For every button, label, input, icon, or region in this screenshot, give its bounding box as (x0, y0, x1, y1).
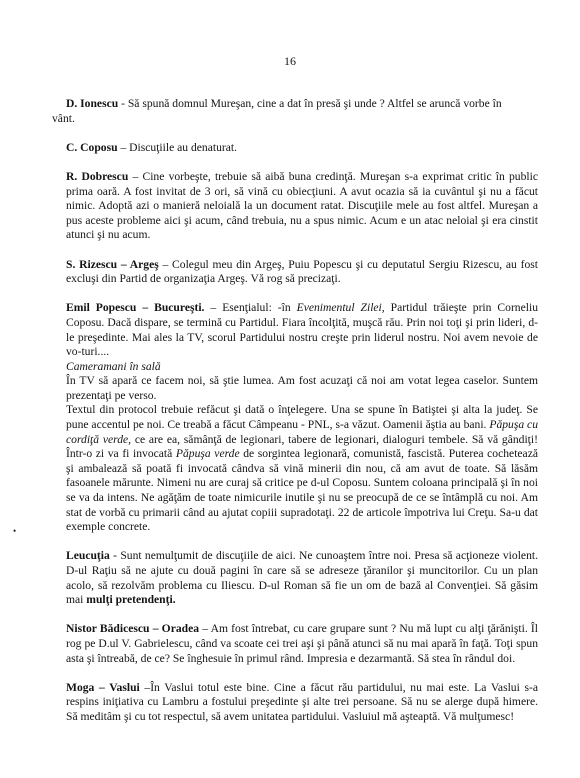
paragraph-text: - Sunt nemulţumit de discuţiile de aici. Ne cunoaştem între noi. Presa să acţioneze violent. D-ul Raţiu să ne ajute cu două pagini în care să se adreseze ţăranilor şi muncitorilor. Cu un plan acolo, să rezolvăm problema cu Iliescu. D-ul Roman să fie un om de bază al Convenţiei. Să găsim mai (66, 549, 538, 607)
paragraph-text: - Să spună domnul Mureşan, cine a dat în presă şi unde ? Altfel se aruncă vorbe în (118, 97, 502, 110)
italic-phrase: Păpuşa verde (175, 447, 240, 461)
paragraph-ionescu (52, 97, 538, 126)
speaker-name: S. Rizescu – Argeş (66, 257, 159, 271)
paragraph-rizescu (66, 258, 538, 287)
stage-direction (66, 360, 538, 375)
paragraph-leucutia (66, 549, 538, 607)
paragraph-moga (66, 681, 538, 725)
paragraph-emil-protocol (66, 403, 538, 534)
paragraph-text: – Colegul meu din Argeş, Puiu Popescu şi cu deputatul Sergiu Rizescu, au fost excluşi din Partid de organizaţia Argeş. Vă rog să precizaţi. (66, 257, 538, 286)
paragraph-dobrescu (66, 170, 538, 243)
paragraph-nistor (66, 622, 538, 666)
paragraph-text: – Esenţialul: -în (204, 301, 297, 315)
page-number: 16 (284, 54, 296, 68)
paragraph-emil-popescu (66, 301, 538, 359)
paragraph-text: ce are ea, sămânţă de legionari, tabere de legionari, dialoguri tembele. Să vă gândiţi! Într-o zi va fi invocată (66, 432, 538, 461)
speaker-name: R. Dobrescu (66, 169, 129, 183)
italic-phrase: Păpuşa cu cordiţă verde, (66, 418, 538, 446)
paragraph-text: – Am fost întrebat, cu care grupare sunt ? Nu mă lupt cu alţi ţărănişti. Îl rog pe D.ul V. Gabrielescu, când va scoate cei trei aşi şi până atunci să nu mai apară în faţă. Toţi spun asta şi întreabă, de ce? Se înghesuie în primul rând. Impresia e dezarmantă. Să stea în rândul doi. (66, 622, 539, 665)
speaker-name: C. Coposu (66, 140, 118, 154)
document-body (52, 97, 539, 739)
section-emil-popescu (66, 301, 538, 535)
paragraph-text: Partidul trăieşte prin Corneliu Coposu. Dacă dispare, se termină cu Partidul. Fiara încolţită, muşcă rău. Prin noi toţi şi prin lideri, d-le preşedinte. Mai ales la TV, scorul Partidului nostru creşte prin liderul nostru. Noi avem nevoie de vo-turi.... (66, 301, 538, 359)
paragraph-text: de sorgintea legionară, comunistă, fascistă. Puterea cochetează şi ambalează să poată fi invocată cândva să vină minerii din nou, că am avut de toate. Să lăsăm fasoanele mărunte. Nimeni nu are curaj să critice pe d-ul Coposu. Suntem coloana principală şi în noi se va da intens. Ne agăţăm de toate nimicurile inutile şi nu se preocupă de ce se întâmplă cu noi. Am stat de vorbă cu primarii când au ajutat copiii supradotaţi. 22 de articole împotriva lui Creţu. Sa-u dat exemple concrete. (66, 447, 538, 534)
paragraph-emil-tv: În TV să apară ce facem noi, să ştie lumea. Am fost acuzaţi că noi am votat legea caselor. Suntem prezentaţi pe verso. (66, 374, 538, 402)
speaker-name: Leucuţia (66, 549, 110, 563)
paragraph-text: – Discuţiile au denaturat. (117, 140, 237, 154)
paragraph-coposu (66, 141, 538, 156)
paragraph-continuation: vânt. (52, 111, 75, 125)
paragraph-text: – Cine vorbeşte, trebuie să aibă buna credinţă. Mureşan s-a exprimat critic în public prima oară. A fost invitat de 3 ori, să vină cu obiecţiuni. A avut ocazia să ia cuvântul şi nu a făcut nimic. Adoptă azi o manieră neloială la un document ratat. Discuţiile mele au fost altfel. Mureşan a pus aceste probleme aici şi acum, când trebuia, nu a spus nimic. Acum e un atac neloial şi era cinstit atunci şi nu acum. (66, 169, 538, 242)
paragraph-text: Textul din protocol trebuie refăcut şi dată o înţelegere. Una se spune în Batiştei şi alta la judeţ. Se pune accentul pe noi. Ce treabă a făcut Câmpeanu - PNL, s-a văzut. Oamenii ăştia au bani. (66, 403, 538, 432)
speaker-name: Moga – Vaslui (66, 680, 140, 694)
speaker-name: Nistor Bădicescu – Oradea (66, 622, 200, 636)
paragraph-text: –În Vaslui totul este bine. Cine a făcut rău partidului, nu mai este. La Vaslui s-a respins iniţiativa cu Lambru a fostului preşedinte şi alte trei persoane. Să nu se alerge după himere. Să meditâm şi cu tot respectul, să avem unitatea partidului. Vasluiul mă aşteaptă. Vă mulţumesc! (66, 680, 538, 723)
speaker-name: D. Ionescu (66, 97, 119, 110)
margin-dot: • (13, 526, 17, 536)
speaker-name: Emil Popescu – Bucureşti. (66, 301, 205, 315)
emphasized-phrase: mulţi pretendenţi. (86, 593, 176, 607)
stage-direction-text: Cameramani în sală (66, 359, 161, 373)
newspaper-title: Evenimentul Zilei, (296, 301, 385, 315)
